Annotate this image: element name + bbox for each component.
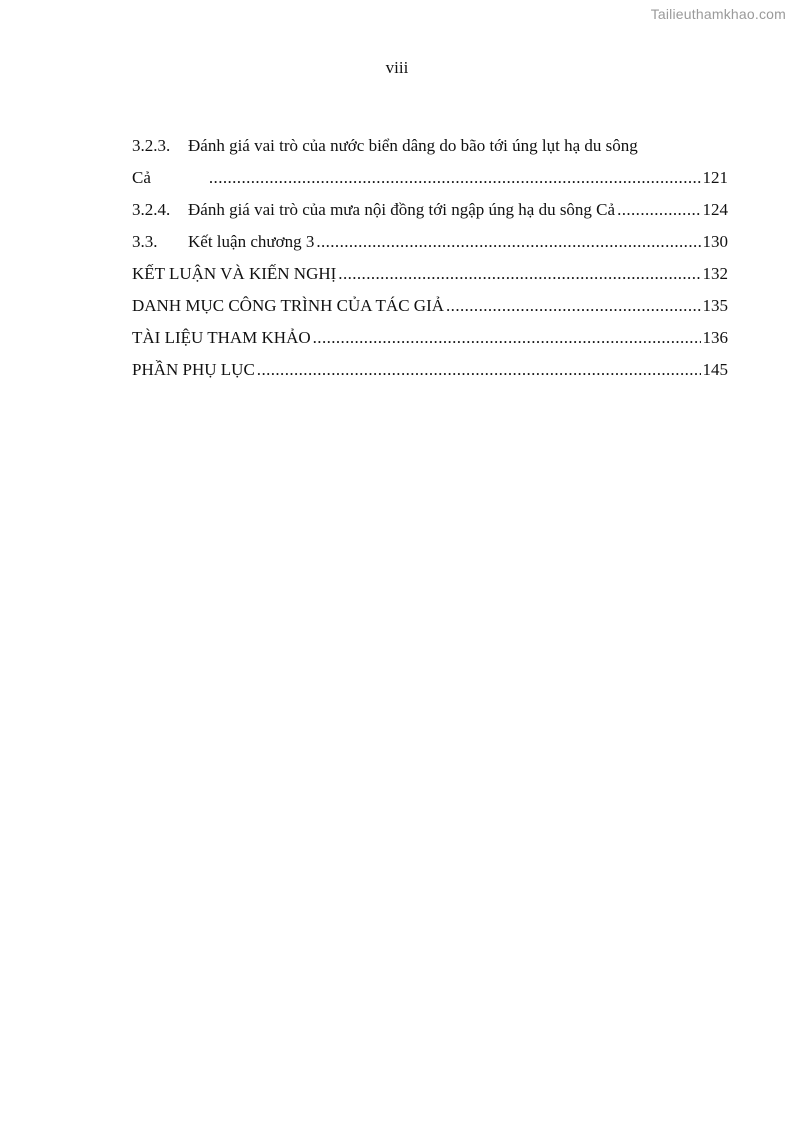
toc-entry-3-2-4[interactable] [132,194,728,226]
toc-entry-title: KẾT LUẬN VÀ KIẾN NGHỊ [132,264,337,283]
toc-entry-title: PHẦN PHỤ LỤC [132,360,255,379]
toc-entry-3-2-3-line2[interactable] [132,162,728,194]
toc-entry-title: Kết luận chương 3 [188,232,315,251]
toc-entry-title: Đánh giá vai trò của mưa nội đồng tới ngập úng hạ du sông Cả [188,200,616,219]
toc-entry-page: 132 [702,264,728,283]
toc-leader-dots [313,322,701,354]
toc-entry-page: 136 [702,328,728,347]
toc-entry-number: 3.2.3. [132,136,171,155]
toc-entry-3-2-3-line1[interactable] [132,130,728,162]
toc-entry-title: Đánh giá vai trò của nước biển dâng do bão tới úng lụt hạ du sông [188,136,638,155]
toc-entry-page: 130 [702,232,728,251]
toc-entry-title: DANH MỤC CÔNG TRÌNH CỦA TÁC GIẢ [132,296,445,315]
toc-entry-references[interactable] [132,322,728,354]
page-number: viii [385,58,409,77]
toc-entry-page: 135 [702,296,728,315]
toc-leader-dots [209,162,701,194]
toc-entry-conclusions[interactable] [132,258,728,290]
toc-entry-appendix[interactable] [132,354,728,386]
toc-entry-title: TÀI LIỆU THAM KHẢO [132,328,311,347]
toc-entry-number: 3.3. [132,232,158,251]
toc-entry-3-3[interactable] [132,226,728,258]
toc-entry-page: 124 [702,200,728,219]
toc-leader-dots [446,290,700,322]
toc-entry-page: 145 [702,360,728,379]
toc-leader-dots [617,194,700,226]
watermark-text: Tailieuthamkhao.com [650,6,786,22]
toc-entry-number: 3.2.4. [132,200,171,219]
toc-entry-page: 121 [702,168,728,187]
toc-leader-dots [338,258,700,290]
toc-entry-title-continued: Cả [132,168,151,187]
toc-entry-publications[interactable] [132,290,728,322]
toc-leader-dots [316,226,700,258]
table-of-contents [132,130,728,386]
toc-leader-dots [257,354,701,386]
